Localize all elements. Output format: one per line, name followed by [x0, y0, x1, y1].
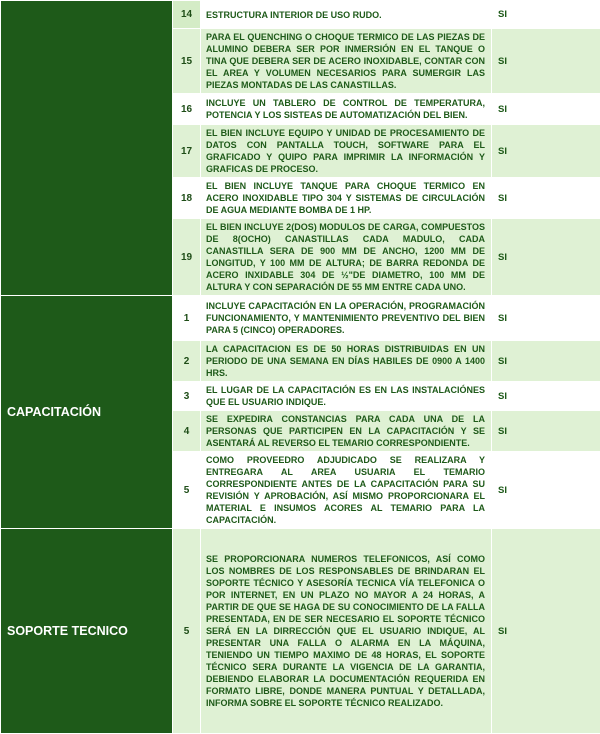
row-description: EL BIEN INCLUYE 2(DOS) MODULOS DE CARGA, COMPUESTOS DE 8(OCHO) CANASTILLAS CADA MADULO, CADA CANASTILLA SERA DE 900 MM DE ANCHO, 1200 MM DE LONGITUD, Y 100 MM DE ALTURA; DE BARRA REDONDA DE ACERO INXIDABLE 304 DE ½"DE DIAMETRO, 100 MM DE ALTURA Y CON SEPARACIÓN DE 55 MM ENTRE CADA UNO.	[201, 219, 492, 296]
row-answer: SI	[492, 296, 600, 341]
row-number: 14	[173, 1, 201, 29]
row-number: 19	[173, 219, 201, 296]
row-answer: SI	[492, 341, 600, 382]
row-number: 17	[173, 125, 201, 178]
row-description: ESTRUCTURA INTERIOR DE USO RUDO.	[201, 1, 492, 29]
row-description: INCLUYE CAPACITACIÓN EN LA OPERACIÓN, PROGRAMACIÓN FUNCIONAMIENTO, Y MANTENIMIENTO PREVENTIVO DEL BIEN PARA 5 (CINCO) OPERADORES.	[201, 296, 492, 341]
row-answer: SI	[492, 529, 600, 734]
row-answer: SI	[492, 382, 600, 411]
section-cell-soporte: SOPORTE TECNICO	[1, 529, 173, 734]
row-number: 1	[173, 296, 201, 341]
row-answer: SI	[492, 29, 600, 94]
section-cell-equipment	[1, 1, 173, 296]
row-number: 15	[173, 29, 201, 94]
row-number: 18	[173, 178, 201, 219]
row-description: PARA EL QUENCHING O CHOQUE TERMICO DE LAS PIEZAS DE ALUMINO DEBERA SER POR INMERSIÓN EN EL TANQUE O TINA QUE DEBERA SER DE ACERO INOXIDABLE, CONTAR CON EL AREA Y VOLUMEN NECESARIOS PARA SUMERGIR LAS PIEZAS MONTADAS DE LAS CANASTILLAS.	[201, 29, 492, 94]
row-answer: SI	[492, 125, 600, 178]
table-row	[1, 1, 600, 29]
row-description: LA CAPACITACION ES DE 50 HORAS DISTRIBUIDAS EN UN PERIODO DE UNA SEMANA EN DÍAS HABILES DE 0900 A 1400 HRS.	[201, 341, 492, 382]
row-number: 5	[173, 529, 201, 734]
row-answer: SI	[492, 94, 600, 125]
section-cell-capacitacion: CAPACITACIÓN	[1, 296, 173, 529]
row-number: 16	[173, 94, 201, 125]
row-answer: SI	[492, 178, 600, 219]
row-answer: SI	[492, 219, 600, 296]
row-answer: SI	[492, 411, 600, 452]
row-number: 2	[173, 341, 201, 382]
table-row	[1, 296, 600, 341]
row-description: SE EXPEDIRA CONSTANCIAS PARA CADA UNA DE LA PERSONAS QUE PARTICIPEN EN LA CAPACITACIÓN Y SE ASENTARÁ AL REVERSO EL TEMARIO CORRESPONDIENTE.	[201, 411, 492, 452]
row-description: EL BIEN INCLUYE TANQUE PARA CHOQUE TERMICO EN ACERO INOXIDABLE TIPO 304 Y SISTEMAS DE CIRCULACIÓN DE AGUA MEDIANTE BOMBA DE 1 HP.	[201, 178, 492, 219]
row-description: EL BIEN INCLUYE EQUIPO Y UNIDAD DE PROCESAMIENTO DE DATOS CON PANTALLA TOUCH, SOFTWARE PARA EL GRAFICADO Y QUIPO PARA IMPRIMIR LA INFORMACIÓN Y GRAFICAS DE PROCESO.	[201, 125, 492, 178]
row-description: COMO PROVEEDRO ADJUDICADO SE REALIZARA Y ENTREGARA AL AREA USUARIA EL TEMARIO CORRESPONDIENTE ANTES DE LA CAPACITACIÓN PARA SU REVISIÓN Y APROBACIÓN, ASÍ MISMO PROPORCIONARA EL MATERIAL E INSUMOS ACORES AL TEMARIO PARA LA CAPACITACIÓN.	[201, 452, 492, 529]
row-description: INCLUYE UN TABLERO DE CONTROL DE TEMPERATURA, POTENCIA Y LOS SISTEAS DE AUTOMATIZACIÓN DEL BIEN.	[201, 94, 492, 125]
table-row	[1, 529, 600, 734]
row-answer: SI	[492, 452, 600, 529]
row-number: 3	[173, 382, 201, 411]
row-number: 4	[173, 411, 201, 452]
row-number: 5	[173, 452, 201, 529]
row-description: EL LUGAR DE LA CAPACITACIÓN ES EN LAS INSTALACIÓNES QUE EL USUARIO INDIQUE.	[201, 382, 492, 411]
row-answer: SI	[492, 1, 600, 29]
row-description: SE PROPORCIONARA NUMEROS TELEFONICOS, ASÍ COMO LOS NOMBRES DE LOS RESPONSABLES DE BRINDARAN EL SOPORTE TÉCNICO Y ASESORÍA TECNICA VÍA TELEFONICA O POR INTERNET, EN UN PLAZO NO MAYOR A 24 HORAS, A PARTIR DE QUE SE HAGA DE SU CONOCIMIENTO DE LA FALLA PRESENTADA, EN DE SER NECESARIO EL SOPORTE TÉCNICO SERÁ EN LA DIRRECCIÓN QUE EL USUARIO INDIQUE, AL PRESENTAR UNA FALLA O ALARMA EN LA MÁQUINA, TENIENDO UN TIEMPO MAXIMO DE 48 HORAS, EL SOPORTE TÉCNICO SERA DURANTE LA VIGENCIA DE LA GARANTIA, DEBIENDO ELABORAR LA DOCUMENTACIÓN REQUERIDA EN FORMATO LIBRE, DONDE MANERA PUNTUAL Y DETALLADA, INFORMA SOBRE EL SOPORTE TÉCNICO REALIZADO.	[201, 529, 492, 734]
